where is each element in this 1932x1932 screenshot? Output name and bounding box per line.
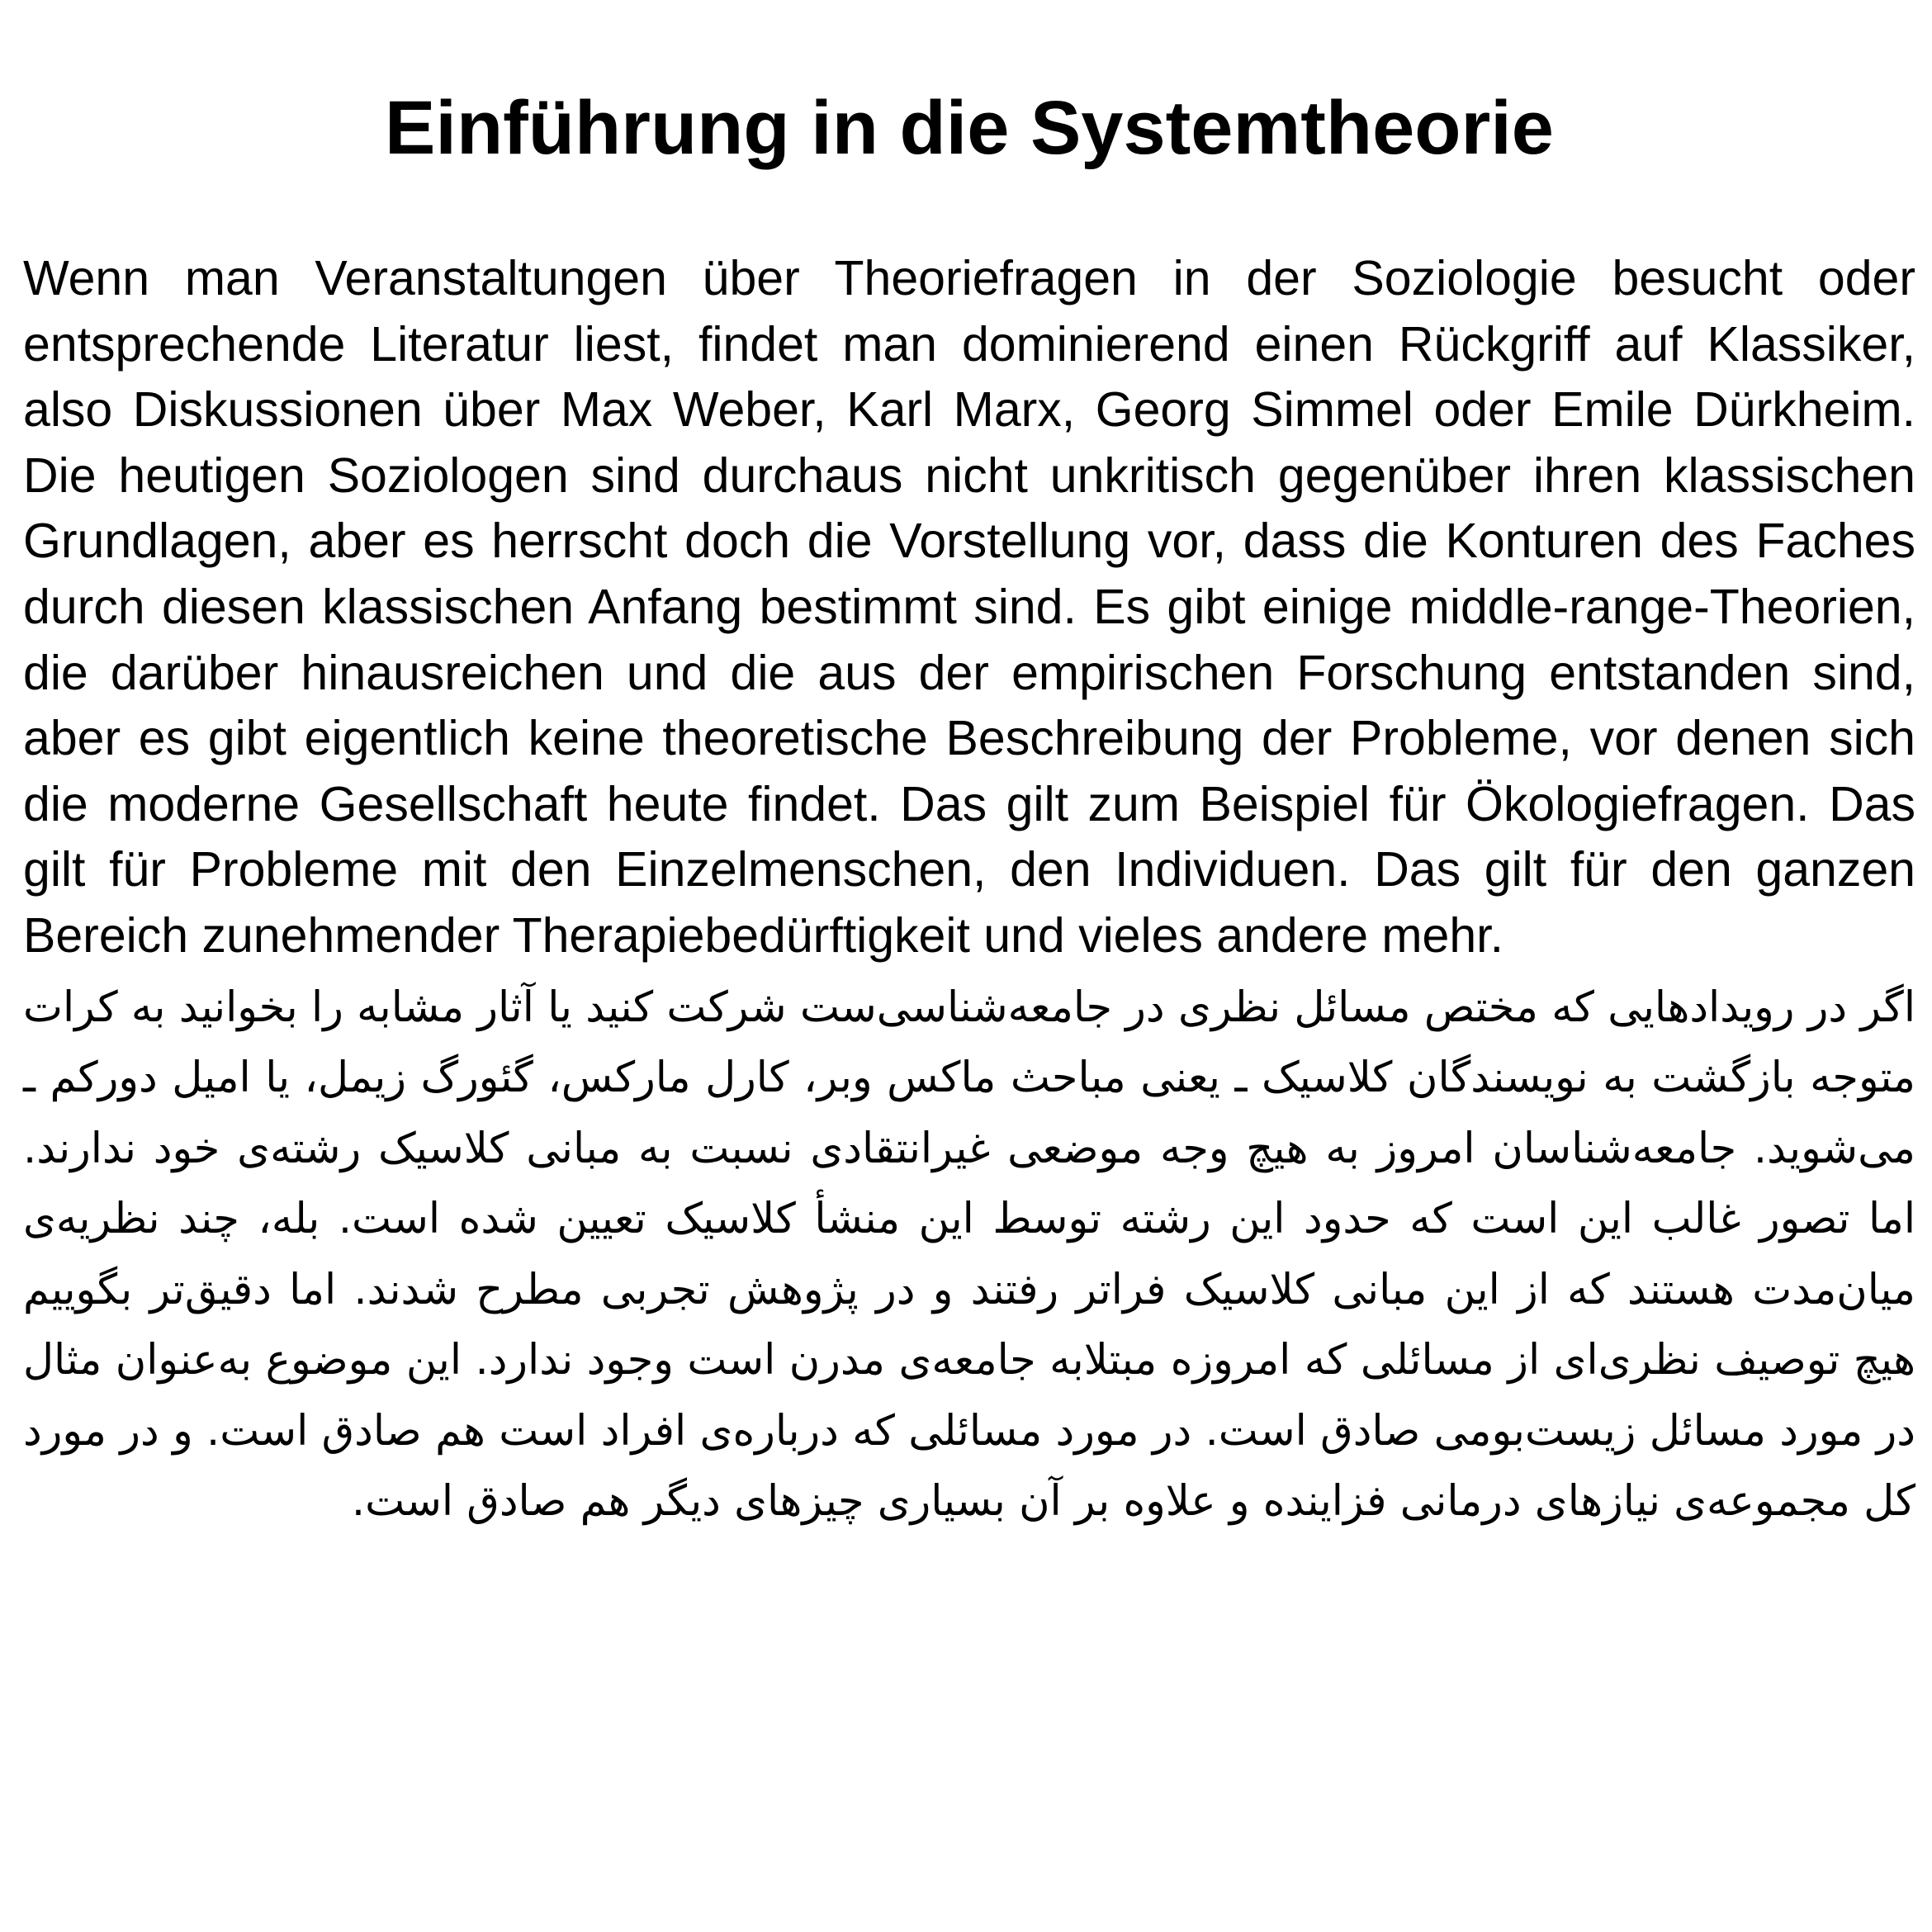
document-page [23, 0, 1915, 1537]
german-paragraph: Wenn man Veranstaltungen über Theoriefragen in der Soziologie besucht oder entsprechende Literatur liest, findet man dominierend einen Rückgriff auf Klassiker, also Diskussionen über Max Weber, Karl Marx, Georg Simmel oder Emile Dürkheim. Die heutigen Soziologen sind durchaus nicht unkritisch gegenüber ihren klassischen Grundlagen, aber es herrscht doch die Vorstellung vor, dass die Konturen des Faches durch diesen klassischen Anfang bestimmt sind. Es gibt einige middle-range-Theorien, die darüber hinausreichen und die aus der empirischen Forschung entstanden sind, aber es gibt eigentlich keine theoretische Beschreibung der Probleme, vor denen sich die moderne Gesellschaft heute findet. Das gilt zum Beispiel für Ökologiefragen. Das gilt für Probleme mit den Einzelmenschen, den Individuen. Das gilt für den ganzen Bereich zunehmender Therapiebedürftigkeit und vieles andere mehr. [23, 251, 1915, 963]
persian-paragraph: اگر در رویدادهایی که مختص مسائل نظری در جامعه‌شناسی‌ست شرکت کنید یا آثار مشابه را بخوانید به کرات متوجه بازگشت به نویسندگان کلاسیک ـ یعنی مباحث ماکس وبر، کارل مارکس، گئورگ زیمل، یا امیل دورکم ـ می‌شوید. جامعه‌شناسان امروز به هیچ وجه موضعی غیرانتقادی نسبت به مبانی کلاسیک رشته‌ی خود ندارند. اما تصور غالب این است که حدود این رشته توسط این منشأ کلاسیک تعیین شده است. بله، چند نظریه‌ی میان‌مدت هستند که از این مبانی کلاسیک فراتر رفتند و در پژوهش تجربی مطرح شدند. اما دقیق‌تر بگوییم هیچ توصیف نظری‌ای از مسائلی که امروزه مبتلابه جامعه‌ی مدرن است وجود ندارد. این موضوع به‌عنوان مثال در مورد مسائل زیست‌بومی صادق است. در مورد مسائلی که درباره‌ی افراد است هم صادق است. و در مورد کل مجموعه‌ی نیازهای درمانی فزاینده و علاوه بر آن بسیاری چیزهای دیگر هم صادق است. [23, 983, 1915, 1527]
document-title: Einführung in die Systemtheorie [385, 86, 1554, 170]
